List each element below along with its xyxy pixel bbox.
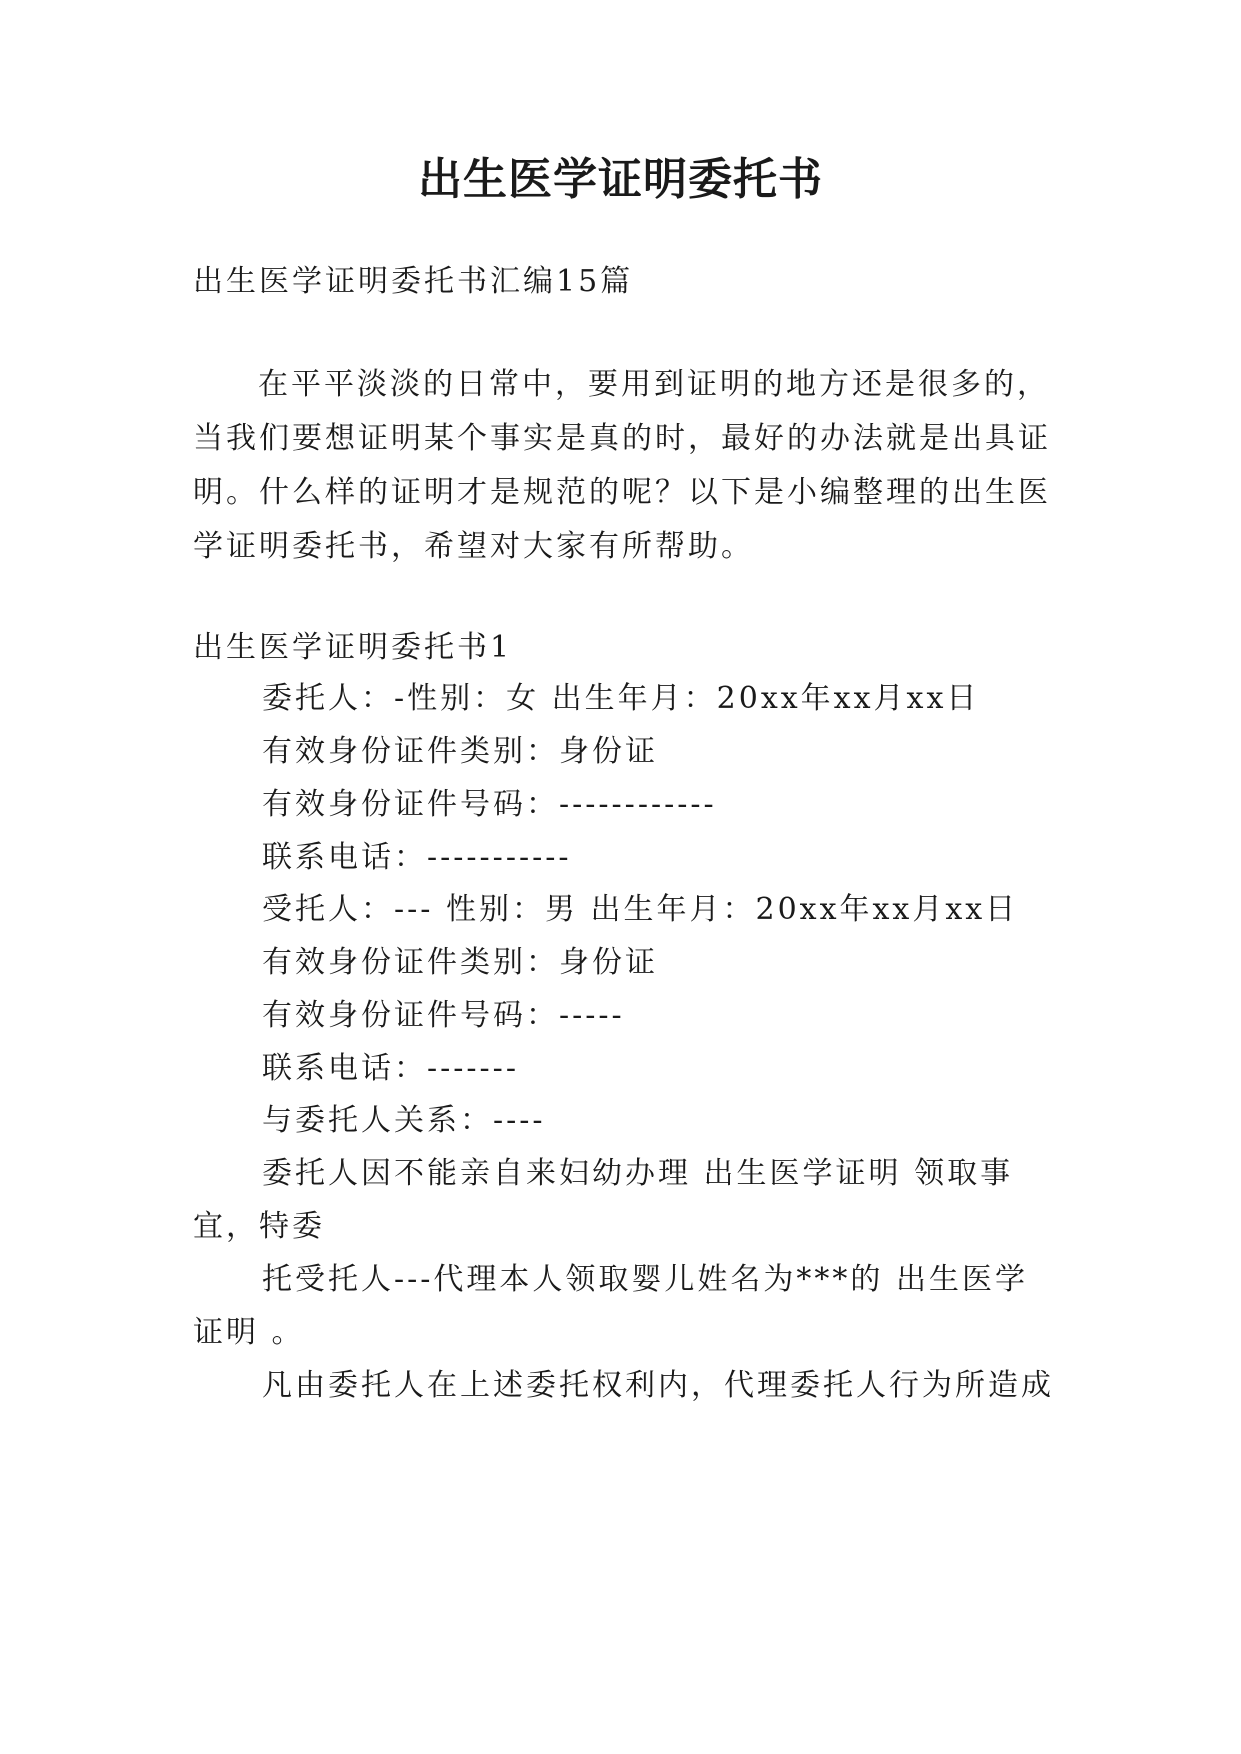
field-line: 受托人：--- 性别：男 出生年月：20xx年xx月xx日 — [262, 892, 1019, 927]
body-line: 凡由委托人在上述委托权利内，代理委托人行为所造成 — [262, 1368, 1054, 1403]
intro-line: 明。什么样的证明才是规范的呢？以下是小编整理的出生医 — [193, 475, 1051, 510]
field-line: 有效身份证件类别：身份证 — [262, 734, 658, 769]
section-heading: 出生医学证明委托书1 — [193, 630, 513, 665]
field-line: 有效身份证件号码：----- — [262, 998, 625, 1033]
intro-line: 学证明委托书，希望对大家有所帮助。 — [193, 529, 754, 564]
body-line: 宜，特委 — [193, 1209, 325, 1244]
intro-line: 当我们要想证明某个事实是真的时，最好的办法就是出具证 — [193, 421, 1051, 456]
intro-line: 在平平淡淡的日常中，要用到证明的地方还是很多的， — [258, 367, 1050, 402]
body-line: 委托人因不能亲自来妇幼办理 出生医学证明 领取事 — [262, 1156, 1014, 1191]
document-title: 出生医学证明委托书 — [418, 154, 823, 205]
field-line: 有效身份证件号码：------------ — [262, 787, 717, 822]
document-subtitle: 出生医学证明委托书汇编15篇 — [193, 264, 634, 299]
field-line: 联系电话：----------- — [262, 840, 572, 875]
body-line: 托受托人---代理本人领取婴儿姓名为***的 出生医学 — [262, 1262, 1028, 1297]
field-line: 委托人：-性别：女 出生年月：20xx年xx月xx日 — [262, 681, 980, 716]
body-line: 证明 。 — [193, 1315, 305, 1350]
field-line: 联系电话：------- — [262, 1051, 519, 1086]
field-line: 有效身份证件类别：身份证 — [262, 945, 658, 980]
field-line: 与委托人关系：---- — [262, 1103, 546, 1138]
